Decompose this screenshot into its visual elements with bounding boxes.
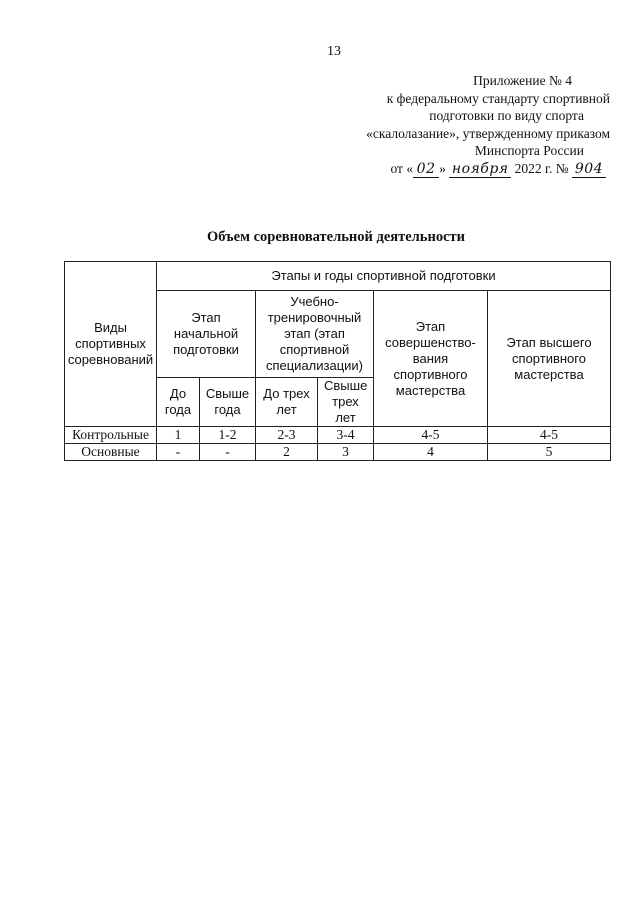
header-initial-over-year: Свыше года <box>200 378 256 427</box>
cell-value: - <box>200 444 256 461</box>
cell-value: 4 <box>374 444 488 461</box>
header-stage-improvement: Этап совершенство-вания спортивного мастерства <box>374 291 488 427</box>
cell-value: 2 <box>256 444 318 461</box>
cell-value: - <box>157 444 200 461</box>
row-name: Контрольные <box>65 427 157 444</box>
header-stage-higher: Этап высшего спортивного мастерства <box>488 291 611 427</box>
order-date-prefix: от « <box>390 160 414 176</box>
header-competition-types: Виды спортивных соревнований <box>65 262 157 427</box>
table-row <box>65 444 611 461</box>
cell-value: 3 <box>318 444 374 461</box>
appendix-line-standard: к федеральному стандарту спортивной <box>386 90 610 106</box>
table-header-row <box>65 262 611 291</box>
page-number: 13 <box>327 44 341 59</box>
cell-value: 2-3 <box>256 427 318 444</box>
order-year: 2022 г. № <box>514 160 569 176</box>
cell-value: 4-5 <box>488 427 611 444</box>
cell-value: 1 <box>157 427 200 444</box>
cell-value: 1-2 <box>200 427 256 444</box>
header-stage-initial: Этап начальной подготовки <box>157 291 256 378</box>
competition-volume-table <box>64 261 611 461</box>
document-title: Объем соревновательной деятельности <box>207 229 465 245</box>
order-month-handwritten: ноября <box>449 162 511 178</box>
table-row <box>65 427 611 444</box>
header-initial-under-year: До года <box>157 378 200 427</box>
cell-value: 4-5 <box>374 427 488 444</box>
row-name: Основные <box>65 444 157 461</box>
appendix-header <box>310 72 610 178</box>
header-stage-training: Учебно-тренировочный этап (этап спортивной специализации) <box>256 291 374 378</box>
order-number-handwritten: 904 <box>572 162 606 178</box>
appendix-line-order: «скалолазание», утвержденному приказом <box>366 125 610 141</box>
order-day-handwritten: 02 <box>413 162 439 178</box>
order-day-close: » <box>439 160 446 176</box>
header-training-over-three: Свыше трех лет <box>318 378 374 427</box>
order-date-row <box>310 160 610 178</box>
cell-value: 3-4 <box>318 427 374 444</box>
header-stages-years: Этапы и годы спортивной подготовки <box>157 262 611 291</box>
appendix-line-ministry: Минспорта России <box>474 143 584 158</box>
appendix-line-sport: подготовки по виду спорта <box>429 108 584 123</box>
cell-value: 5 <box>488 444 611 461</box>
header-training-under-three: До трех лет <box>256 378 318 427</box>
appendix-number: Приложение № 4 <box>473 73 572 88</box>
